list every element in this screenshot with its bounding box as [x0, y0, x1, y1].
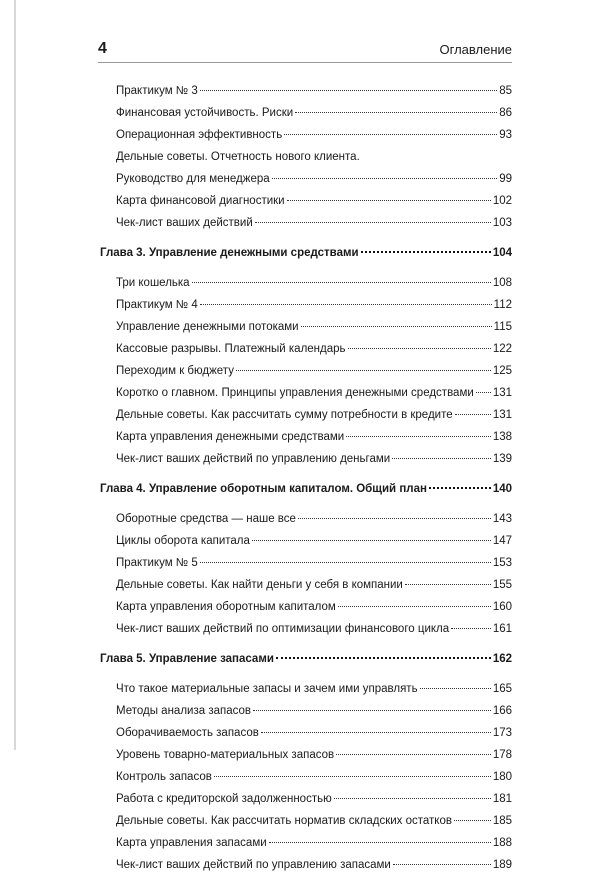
toc-entry[interactable]: [100, 382, 512, 404]
leader-dots: [451, 628, 491, 629]
toc-entry[interactable]: [100, 766, 512, 788]
toc-entry[interactable]: [100, 80, 512, 102]
toc-entry-title: Что такое материальные запасы и зачем ими управлять: [116, 683, 418, 695]
leader-dots: [429, 487, 491, 489]
toc-entry-page: 166: [492, 705, 512, 717]
leader-dots: [287, 200, 491, 201]
toc-entry[interactable]: [100, 190, 512, 212]
toc-entry-page: 85: [499, 85, 512, 97]
toc-entry-page: 86: [499, 107, 512, 119]
leader-dots: [252, 540, 491, 541]
toc-entry[interactable]: [100, 294, 512, 316]
toc-entry[interactable]: [100, 832, 512, 854]
toc-entry-page: 99: [499, 173, 512, 185]
toc-entry-page: 103: [492, 217, 512, 229]
toc-entry-title: Практикум № 4: [116, 299, 198, 311]
running-title: Оглавление: [439, 42, 512, 57]
toc-entry-title: Карта управления оборотным капиталом: [116, 601, 336, 613]
leader-dots: [276, 657, 491, 659]
leader-dots: [298, 518, 491, 519]
toc-entry-title: Коротко о главном. Принципы управления денежными средствами: [116, 387, 474, 399]
leader-dots: [236, 370, 491, 371]
toc-entry[interactable]: [100, 722, 512, 744]
toc-entry[interactable]: [100, 124, 512, 146]
toc-entry[interactable]: [100, 618, 512, 640]
toc-entry-title: Уровень товарно-материальных запасов: [116, 749, 335, 761]
toc-entry[interactable]: [100, 854, 512, 876]
toc-entry-title: Кассовые разрывы. Платежный календарь: [116, 343, 346, 355]
toc-entry[interactable]: [100, 338, 512, 360]
toc-entry[interactable]: [100, 810, 512, 832]
toc-entry[interactable]: [100, 700, 512, 722]
chapter-page: 162: [492, 653, 512, 665]
toc-entry[interactable]: [100, 360, 512, 382]
toc-entry-title: Финансовая устойчивость. Риски: [116, 107, 294, 119]
toc-entry[interactable]: [100, 744, 512, 766]
leader-dots: [192, 282, 491, 283]
leader-dots: [301, 326, 492, 327]
leader-dots: [392, 458, 491, 459]
toc-entry-title-line1[interactable]: Дельные советы. Отчетность нового клиента.: [116, 151, 360, 163]
page-header: [98, 40, 512, 63]
leader-dots: [393, 864, 491, 865]
page-edge: [14, 0, 16, 750]
toc-entry-page: 131: [492, 409, 512, 421]
toc-chapter-3[interactable]: [100, 242, 512, 264]
toc-entry-title: Дельные советы. Как рассчитать норматив складских остатков: [116, 815, 452, 827]
leader-dots: [214, 776, 491, 777]
toc-entry[interactable]: [100, 316, 512, 338]
toc-entry[interactable]: [100, 272, 512, 294]
toc-entry-page: 189: [492, 859, 512, 871]
leader-dots: [476, 392, 491, 393]
toc-entry-page: 131: [492, 387, 512, 399]
toc-entry-title: Три кошелька: [116, 277, 190, 289]
toc-entry-page: 185: [492, 815, 512, 827]
toc-entry-page: 122: [492, 343, 512, 355]
toc-entry-page: 188: [492, 837, 512, 849]
toc-entry[interactable]: [100, 212, 512, 234]
toc-entry-page: 125: [492, 365, 512, 377]
leader-dots: [255, 222, 491, 223]
toc-entry-title: Карта управления денежными средствами: [116, 431, 345, 443]
toc-entry-title: Дельные советы. Как рассчитать сумму потребности в кредите: [116, 409, 453, 421]
leader-dots: [261, 732, 491, 733]
toc-entry-title: Дельные советы. Как найти деньги у себя в компании: [116, 579, 403, 591]
toc-chapter-5[interactable]: [100, 648, 512, 670]
leader-dots: [200, 90, 497, 91]
toc-entry-page: 173: [492, 727, 512, 739]
toc-entry-title: Практикум № 5: [116, 557, 198, 569]
toc-entry[interactable]: [100, 448, 512, 470]
toc-entry-title: Работа с кредиторской задолженностью: [116, 793, 332, 805]
toc-entry[interactable]: [100, 788, 512, 810]
toc-entry-title: Карта финансовой диагностики: [116, 195, 285, 207]
leader-dots: [361, 251, 491, 253]
toc-entry[interactable]: [100, 530, 512, 552]
leader-dots: [346, 436, 491, 437]
toc-entry[interactable]: [100, 596, 512, 618]
leader-dots: [272, 178, 498, 179]
leader-dots: [420, 688, 491, 689]
leader-dots: [253, 710, 491, 711]
toc-chapter-4[interactable]: [100, 478, 512, 500]
leader-dots: [454, 820, 491, 821]
leader-dots: [200, 304, 492, 305]
leader-dots: [336, 754, 491, 755]
chapter-title: Глава 5. Управление запасами: [100, 653, 274, 665]
toc-entry-title: Чек-лист ваших действий по управлению деньгами: [116, 453, 391, 465]
toc-entry-page: 139: [492, 453, 512, 465]
leader-dots: [455, 414, 491, 415]
toc-entry-page: 93: [499, 129, 512, 141]
toc-entry-page: 138: [492, 431, 512, 443]
toc-entry-page: 147: [492, 535, 512, 547]
toc-entry-page: 181: [492, 793, 512, 805]
page-number: 4: [98, 40, 107, 57]
leader-dots: [200, 562, 491, 563]
toc-entry-page: 102: [492, 195, 512, 207]
toc-entry-title: Операционная эффективность: [116, 129, 283, 141]
toc-entry[interactable]: [100, 678, 512, 700]
chapter-page: 140: [492, 483, 512, 495]
toc-entry[interactable]: [100, 404, 512, 426]
toc-entry[interactable]: [100, 574, 512, 596]
chapter-title: Глава 3. Управление денежными средствами: [100, 247, 359, 259]
toc-entry-title: Чек-лист ваших действий по управлению запасами: [116, 859, 391, 871]
toc-entry-page: 153: [492, 557, 512, 569]
toc-entry-title: Чек-лист ваших действий по оптимизации финансового цикла: [116, 623, 450, 635]
toc-entry-title: Переходим к бюджету: [116, 365, 234, 377]
leader-dots: [405, 584, 491, 585]
toc-entry-page: 178: [492, 749, 512, 761]
toc-entry-title: Оборотные средства — наше все: [116, 513, 296, 525]
leader-dots: [284, 134, 497, 135]
toc-entry[interactable]: [100, 552, 512, 574]
leader-dots: [348, 348, 491, 349]
toc-entry-page: 165: [492, 683, 512, 695]
table-of-contents: [100, 80, 512, 876]
toc-entry-page: 108: [492, 277, 512, 289]
toc-entry[interactable]: [100, 426, 512, 448]
toc-entry-title: Методы анализа запасов: [116, 705, 251, 717]
toc-entry-title: Оборачиваемость запасов: [116, 727, 259, 739]
toc-entry-title: Карта управления запасами: [116, 837, 267, 849]
toc-entry-title: Управление денежными потоками: [116, 321, 299, 333]
chapter-title: Глава 4. Управление оборотным капиталом. Общий план: [100, 483, 427, 495]
toc-entry[interactable]: [100, 508, 512, 530]
leader-dots: [295, 112, 497, 113]
toc-entry-page: 155: [492, 579, 512, 591]
toc-entry-page: 143: [492, 513, 512, 525]
toc-entry-page: 112: [493, 299, 512, 311]
toc-entry-page: 180: [492, 771, 512, 783]
toc-entry-title: Чек-лист ваших действий: [116, 217, 253, 229]
leader-dots: [334, 798, 491, 799]
toc-entry-page: 161: [492, 623, 512, 635]
toc-entry[interactable]: [100, 102, 512, 124]
leader-dots: [338, 606, 491, 607]
leader-dots: [269, 842, 491, 843]
toc-entry-title: Контроль запасов: [116, 771, 212, 783]
toc-entry-title: Циклы оборота капитала: [116, 535, 250, 547]
chapter-page: 104: [492, 247, 512, 259]
toc-entry-title: Руководство для менеджера: [116, 173, 270, 185]
toc-entry-page: 115: [493, 321, 512, 333]
toc-entry-page: 160: [492, 601, 512, 613]
toc-entry[interactable]: [100, 168, 512, 190]
toc-entry-title: Практикум № 3: [116, 85, 198, 97]
